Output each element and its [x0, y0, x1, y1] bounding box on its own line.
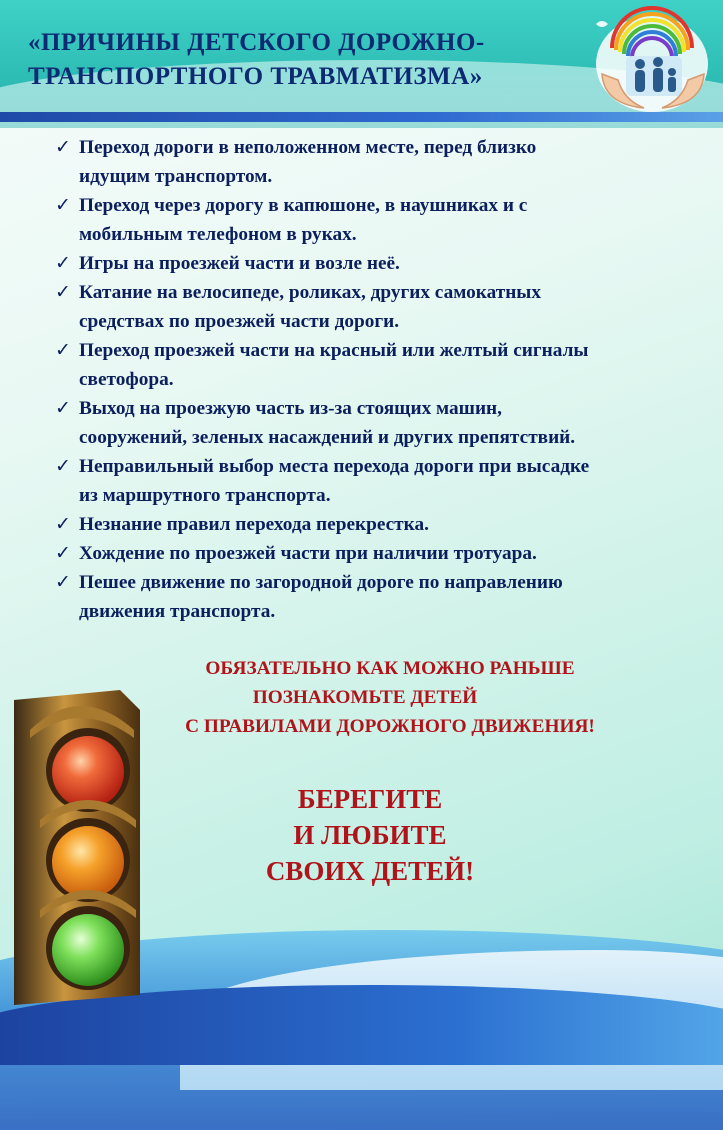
list-item-line: средствах по проезжей части дороги.	[79, 311, 400, 332]
list-item	[52, 452, 672, 510]
list-item	[52, 278, 672, 336]
checkmark-icon: ✓	[55, 252, 71, 274]
checkmark-icon: ✓	[55, 542, 71, 564]
checkmark-icon: ✓	[55, 397, 71, 419]
list-item-line: сооружений, зеленых насаждений и других препятствий.	[79, 427, 576, 448]
traffic-light-icon	[0, 690, 150, 1010]
checkmark-icon: ✓	[55, 455, 71, 477]
list-item-line: из маршрутного транспорта.	[79, 485, 331, 506]
checkmark-icon: ✓	[55, 339, 71, 361]
cta-line-3: С ПРАВИЛАМИ ДОРОЖНОГО ДВИЖЕНИЯ!	[185, 716, 595, 737]
list-item-line: Переход дороги в неположенном месте, перед близко	[79, 137, 537, 158]
reasons-list	[52, 133, 672, 626]
slogan-line-3: СВОИХ ДЕТЕЙ!	[265, 856, 475, 886]
list-item-line: движения транспорта.	[79, 601, 276, 622]
list-item	[52, 568, 672, 626]
checkmark-icon: ✓	[55, 136, 71, 158]
header-banner	[0, 0, 723, 128]
title-line-2: ТРАНСПОРТНОГО ТРАВМАТИЗМА»	[28, 63, 483, 90]
list-item-line: Переход проезжей части на красный или желтый сигналы	[79, 340, 589, 361]
list-item-line: Незнание правил перехода перекрестка.	[79, 514, 429, 535]
list-item	[52, 336, 672, 394]
list-item-line: Переход через дорогу в капюшоне, в наушниках и с	[79, 195, 528, 216]
list-item	[52, 539, 672, 568]
slogan	[220, 781, 520, 889]
checkmark-icon: ✓	[55, 571, 71, 593]
family-hands-logo-icon	[584, 4, 714, 116]
checkmark-icon: ✓	[55, 281, 71, 303]
title-line-1: «ПРИЧИНЫ ДЕТСКОГО ДОРОЖНО-	[28, 29, 485, 56]
list-item-line: мобильным телефоном в руках.	[79, 224, 357, 245]
list-item-line: Выход на проезжую часть из-за стоящих машин,	[79, 398, 502, 419]
list-item-line: Пешее движение по загородной дороге по направлению	[79, 572, 563, 593]
list-item-line: Хождение по проезжей части при наличии тротуара.	[79, 543, 537, 564]
list-item-line: идущим транспортом.	[79, 166, 273, 187]
slogan-line-2: И ЛЮБИТЕ	[293, 820, 447, 850]
slogan-line-1: БЕРЕГИТЕ	[297, 784, 443, 814]
list-item	[52, 133, 672, 191]
list-item-line: Игры на проезжей части и возле неё.	[79, 253, 400, 274]
cta-line-2: ПОЗНАКОМЬТЕ ДЕТЕЙ	[252, 687, 478, 708]
list-item	[52, 249, 672, 278]
list-item-line: светофора.	[79, 369, 174, 390]
checkmark-icon: ✓	[55, 194, 71, 216]
list-item	[52, 394, 672, 452]
list-item	[52, 510, 672, 539]
list-item-line: Катание на велосипеде, роликах, других самокатных	[79, 282, 541, 303]
list-item	[52, 191, 672, 249]
call-to-action	[140, 654, 640, 741]
checkmark-icon: ✓	[55, 513, 71, 535]
cta-line-1: ОБЯЗАТЕЛЬНО КАК МОЖНО РАНЬШЕ	[205, 658, 575, 679]
page-title	[28, 26, 548, 94]
list-item-line: Неправильный выбор места перехода дороги при высадке	[79, 456, 590, 477]
